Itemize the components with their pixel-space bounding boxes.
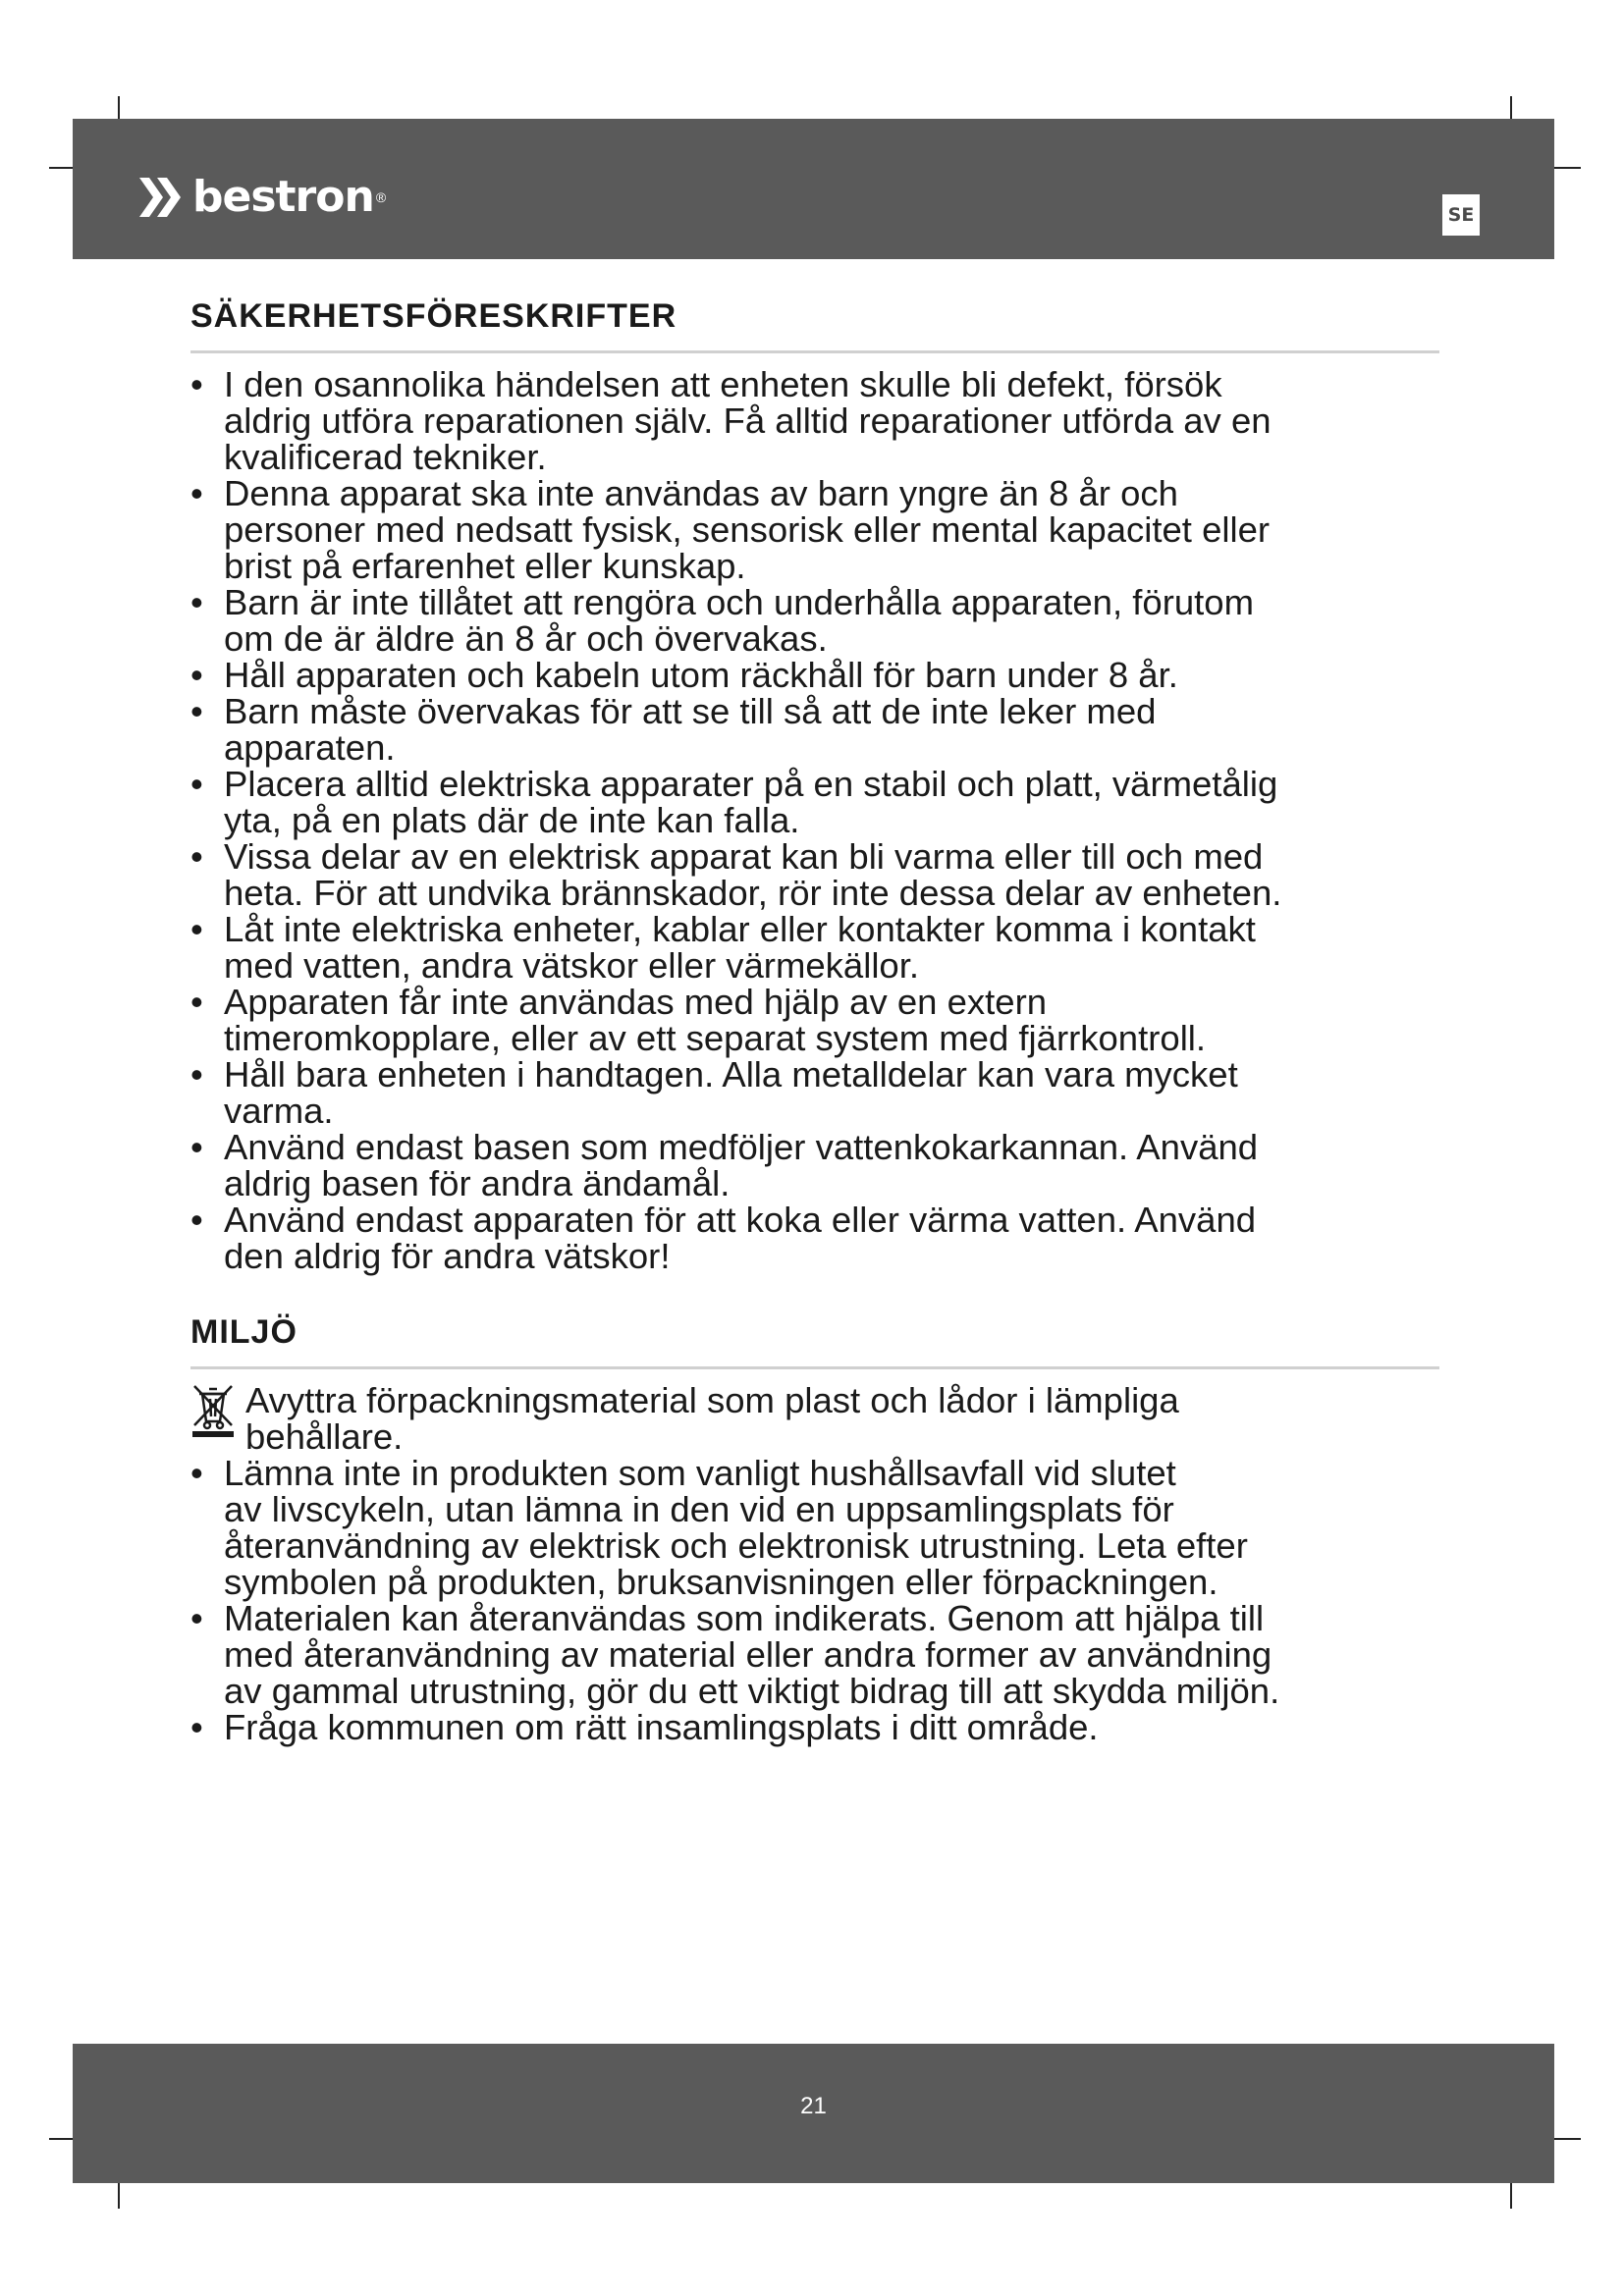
footer-bar [73, 2044, 1554, 2183]
bullet-icon: • [190, 1598, 203, 1638]
list-item-line: Lämna inte in produkten som vanligt hushållsavfall vid slutet [224, 1453, 1176, 1493]
list-item-line: med återanvändning av material eller andra former av användning [224, 1634, 1272, 1675]
list-item-line: om de är äldre än 8 år och övervakas. [224, 618, 828, 659]
environment-list [190, 1455, 1457, 1745]
list-item [190, 1201, 1457, 1274]
list-item [190, 766, 1457, 838]
list-item-line: Håll apparaten och kabeln utom räckhåll för barn under 8 år. [224, 655, 1178, 695]
bullet-icon: • [190, 836, 203, 877]
list-item [190, 1455, 1457, 1600]
list-item-line: timeromkopplare, eller av ett separat system med fjärrkontroll. [224, 1018, 1207, 1058]
list-item-line: Håll bara enheten i handtagen. Alla metalldelar kan vara mycket [224, 1054, 1238, 1095]
bullet-icon: • [190, 364, 203, 404]
bullet-icon: • [190, 1200, 203, 1240]
section-title-safety: SÄKERHETSFÖRESKRIFTER [190, 297, 677, 335]
chevron-logo-icon [137, 178, 189, 217]
list-item-line: med vatten, andra vätskor eller värmekällor. [224, 945, 920, 986]
list-item [190, 366, 1457, 475]
bullet-icon: • [190, 1453, 203, 1493]
list-item-line: Barn måste övervakas för att se till så att de inte leker med [224, 691, 1157, 731]
list-item-line: yta, på en plats där de inte kan falla. [224, 800, 800, 840]
bullet-icon: • [190, 909, 203, 949]
list-item-line: apparaten. [224, 727, 396, 768]
brand-logo [137, 172, 387, 222]
list-item [190, 1600, 1457, 1709]
list-item-line: av gammal utrustning, gör du ett viktigt bidrag till att skydda miljön. [224, 1671, 1280, 1711]
list-item-line: brist på erfarenhet eller kunskap. [224, 546, 746, 586]
bullet-icon: • [190, 582, 203, 622]
list-item [190, 911, 1457, 984]
language-badge: SE [1442, 194, 1480, 236]
section-divider [190, 350, 1439, 353]
list-item [190, 838, 1457, 911]
bullet-icon: • [190, 691, 203, 731]
page-number: 21 [800, 2093, 827, 2119]
bullet-icon: • [190, 982, 203, 1022]
bullet-icon: • [190, 473, 203, 513]
list-item [190, 1129, 1457, 1201]
bullet-icon: • [190, 655, 203, 695]
list-item-line: Använd endast basen som medföljer vattenkokarkannan. Använd [224, 1127, 1259, 1167]
list-item-line: Vissa delar av en elektrisk apparat kan bli varma eller till och med [224, 836, 1264, 877]
brand-name: bestron [192, 172, 374, 222]
list-item [190, 984, 1457, 1056]
list-item-line: Apparaten får inte användas med hjälp av en extern [224, 982, 1048, 1022]
list-item-line: personer med nedsatt fysisk, sensorisk eller mental kapacitet eller [224, 509, 1271, 550]
list-item-line: Denna apparat ska inte användas av barn yngre än 8 år och [224, 473, 1178, 513]
bullet-icon: • [190, 1127, 203, 1167]
registered-mark: ® [375, 189, 387, 205]
crossed-bin-icon [190, 1382, 236, 1437]
bullet-icon: • [190, 1707, 203, 1747]
list-item-line: Materialen kan återanvändas som indikerats. Genom att hjälpa till [224, 1598, 1265, 1638]
list-item-line: varma. [224, 1091, 334, 1131]
list-item-line: Placera alltid elektriska apparater på en stabil och platt, värmetålig [224, 764, 1278, 804]
list-item-line: Avyttra förpackningsmaterial som plast och lådor i lämpliga [245, 1380, 1179, 1420]
list-item-line: Barn är inte tillåtet att rengöra och underhålla apparaten, förutom [224, 582, 1255, 622]
list-item-line: Låt inte elektriska enheter, kablar eller kontakter komma i kontakt [224, 909, 1256, 949]
list-item-line: I den osannolika händelsen att enheten skulle bli defekt, försök [224, 364, 1222, 404]
section-divider [190, 1366, 1439, 1369]
list-item-line: Fråga kommunen om rätt insamlingsplats i ditt område. [224, 1707, 1099, 1747]
bullet-icon: • [190, 764, 203, 804]
list-item-line: aldrig basen för andra ändamål. [224, 1163, 731, 1203]
safety-list [190, 366, 1457, 1274]
list-item-line: symbolen på produkten, bruksanvisningen eller förpackningen. [224, 1562, 1218, 1602]
packaging-disposal-text [245, 1382, 1512, 1455]
list-item-line: av livscykeln, utan lämna in den vid en uppsamlingsplats för [224, 1489, 1174, 1529]
list-item [190, 1709, 1457, 1745]
list-item-line: Använd endast apparaten för att koka eller värma vatten. Använd [224, 1200, 1257, 1240]
list-item-line: kvalificerad tekniker. [224, 437, 547, 477]
list-item-line: återanvändning av elektrisk och elektronisk utrustning. Leta efter [224, 1525, 1248, 1566]
list-item-line: den aldrig för andra vätskor! [224, 1236, 671, 1276]
list-item [190, 584, 1457, 657]
list-item-line: aldrig utföra reparationen själv. Få alltid reparationer utförda av en [224, 400, 1272, 441]
list-item-line: heta. För att undvika brännskador, rör inte dessa delar av enheten. [224, 873, 1282, 913]
list-item [190, 475, 1457, 584]
bullet-icon: • [190, 1054, 203, 1095]
list-item [190, 1056, 1457, 1129]
section-title-environment: MILJÖ [190, 1313, 298, 1351]
header-bar [73, 119, 1554, 259]
list-item-line: behållare. [245, 1416, 404, 1457]
list-item [190, 693, 1457, 766]
list-item [190, 657, 1457, 693]
